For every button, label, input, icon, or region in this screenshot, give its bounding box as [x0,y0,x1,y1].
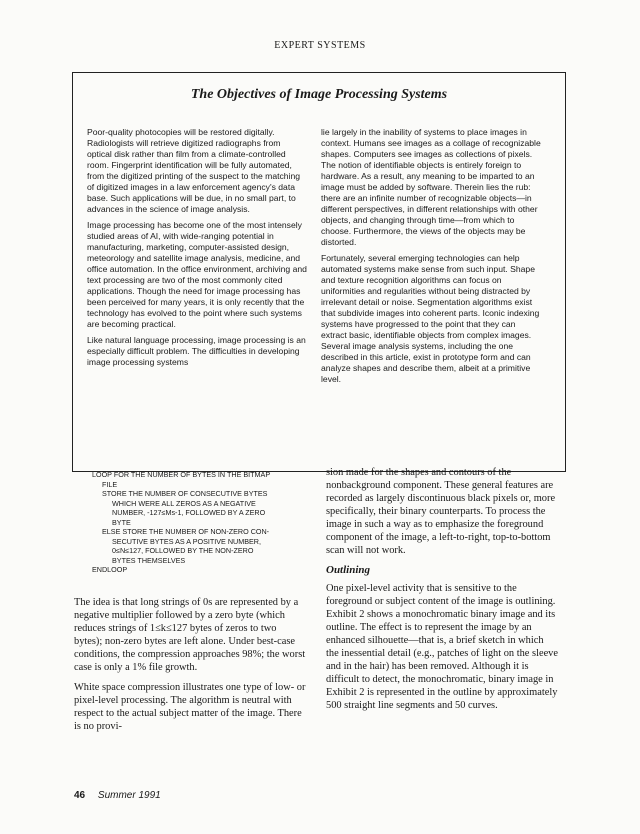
code-line: BYTES THEMSELVES [112,555,186,565]
code-line: WHICH WERE ALL ZEROS AS A NEGATIVE [112,498,256,508]
sidebar-paragraph: Like natural language processing, image processing is an especially difficult problem. The difficulties in developing image processing systems [87,335,306,367]
body-right-column [326,466,558,719]
sidebar-paragraph: lie largely in the inability of systems to place images in context. Humans see images as a collage of recognizable shapes. Computers see images as collections of pixels. The notion of identifiable objects is entirely foreign to hardware. As a result, any meaning to be imparted to an image must be added by software. Therein lies the rub: there are an infinite number of recognizable objects—in different perspectives, in different relationships with other objects, and changing through time—from which to choose. Furthermore, the views of the objects may be distorted. [321,127,541,247]
page-folio [74,790,161,801]
sidebar-paragraph: Poor-quality photocopies will be restored digitally. Radiologists will retrieve digitized radiographs from optical disk rather than film from a climate-controlled room. Fingerprint identification will be fully automated, from the digitized printing of the suspect to the matching of digitized images in a law enforcement agency's data base. Such applications will be due, in no small part, to advances in the science of image analysis. [87,127,301,214]
code-line: SECUTIVE BYTES AS A POSITIVE NUMBER, [112,536,261,546]
sidebar-paragraph: Fortunately, several emerging technologies can help automated systems make sense from such input. Shape and texture recognition algorithms can focus on uniformities and regularities without being distracted by irrelevant detail or noise. Segmentation algorithms exist that subdivide images into coherent parts. Iconic indexing systems have progressed to the point that they can extract basic, identifiable objects from complex images. Several image analysis systems, including the one described in this article, exist in prototype form and can analyze shapes and describe them, albeit at a primitive level. [321,253,540,384]
code-line: BYTE [112,517,131,527]
body-left-column [74,596,306,740]
code-line: ELSE STORE THE NUMBER OF NON-ZERO CON- [102,527,270,536]
sidebar-left-column [87,127,307,373]
issue-label: Summer 1991 [97,790,161,801]
code-line: LOOP FOR THE NUMBER OF BYTES IN THE BITMAP [92,470,271,479]
sidebar-box [72,72,566,472]
running-head: EXPERT SYSTEMS [274,40,366,51]
body-paragraph: The idea is that long strings of 0s are represented by a negative multiplier followed by a zero byte (which reduces strings of 1≤k≤127 bytes of zeros to two bytes); non-zero bytes are left alone. Under best-case conditions, the compression approaches 98%; the worst case is only a 1% file growth. [74,597,306,673]
code-line: NUMBER, -127≤Ms-1, FOLLOWED BY A ZERO [112,508,266,517]
code-line: 0≤N≤127, FOLLOWED BY THE NON-ZERO [112,546,254,555]
code-line: FILE [102,479,118,489]
page-number: 46 [74,790,86,801]
sidebar-paragraph: Image processing has become one of the most intensely studied areas of AI, with wide-ranging potential in manufacturing, marketing, computer-assisted design, meteorology and satellite image analysis, medicine, and office automation. In the office environment, archiving and text processing are two of the most commonly cited applications. Though the need for image processing has been perceived for many years, it is only recently that the technology has evolved to the point where such systems are becoming practical. [87,220,307,329]
body-paragraph: White space compression illustrates one type of low- or pixel-level processing. The algorithm is neutral with respect to the actual subject matter of the image. There is no provi- [74,682,306,732]
section-heading: Outlining [326,564,371,576]
pseudocode-block [92,470,308,575]
code-line: ENDLOOP [92,565,128,574]
sidebar-title: The Objectives of Image Processing Systems [190,87,448,102]
body-paragraph: sion made for the shapes and contours of the nonbackground component. These general features are recorded as largely discontinuous black pixels or, more specifically, their binary counterparts. To process the image in such a way as to emphasize the foreground component of the image, a left-to-right, top-to-bottom scan will not work. [326,467,556,556]
sidebar-right-column [321,127,541,390]
body-paragraph: One pixel-level activity that is sensitive to the foreground or subject content of the image is outlining. Exhibit 2 shows a monochromatic binary image and its outline. The effect is to represent the image by an enhanced silhouette—that is, a brief sketch in which the inessential detail (e.g., patches of light on the sleeve and in the hair) has been removed. Although it is difficult to detect, the monochromatic, binary image in Exhibit 2 is represented in the outline by approximately 500 straight line segments and 50 curves. [326,583,558,711]
code-line: STORE THE NUMBER OF CONSECUTIVE BYTES [102,489,268,498]
